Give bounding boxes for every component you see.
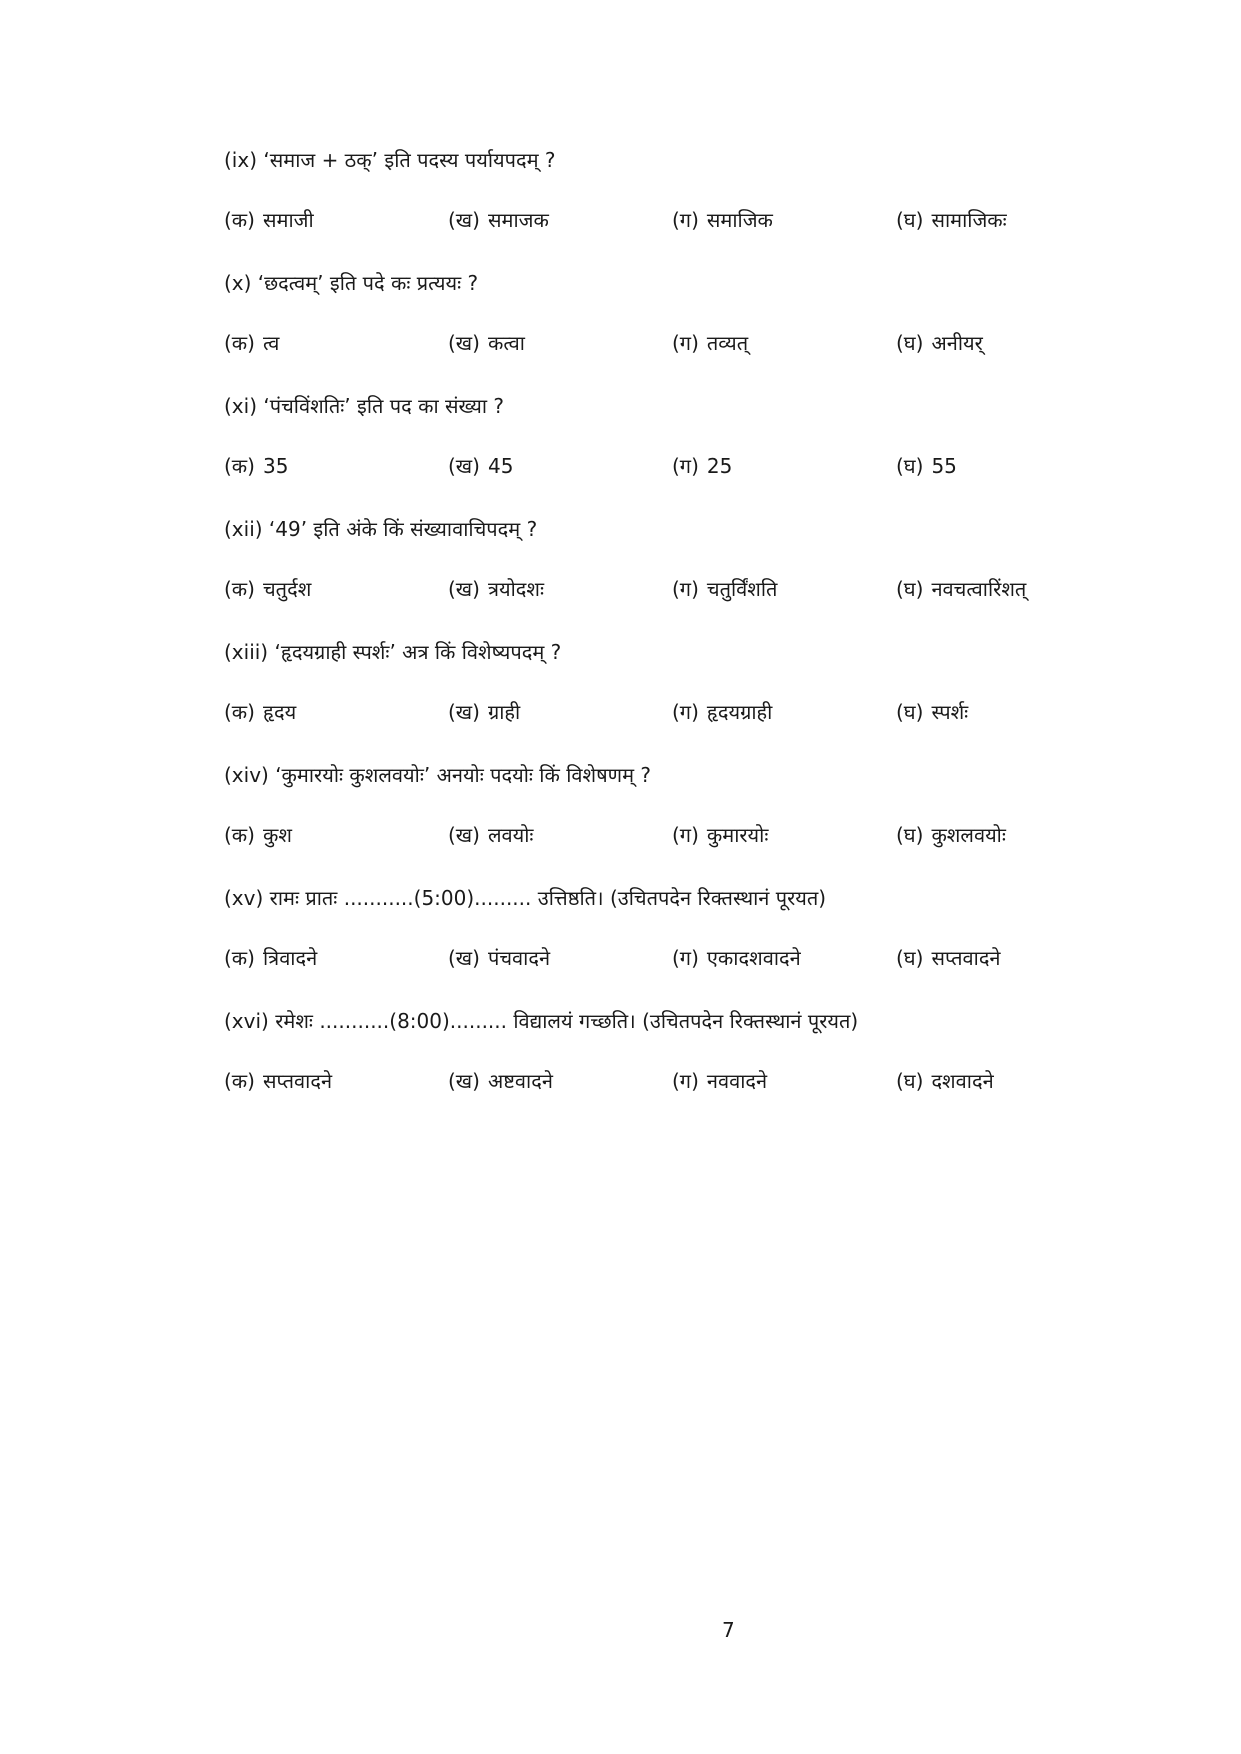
option-text: 55	[931, 454, 957, 478]
option-text: त्व	[262, 331, 280, 355]
option-gha	[896, 944, 1001, 972]
question-item	[224, 146, 1104, 269]
option-text: समाजी	[262, 208, 314, 232]
option-row	[224, 206, 1104, 236]
option-gha	[896, 821, 1006, 849]
option-row	[224, 1067, 1104, 1097]
option-label: (ख)	[448, 454, 480, 478]
question-item	[224, 515, 1104, 638]
question-text: (xv) रामः प्रातः ...........(5:00)......... उत्तिष्ठति। (उचितपदेन रिक्तस्थानं पूरयत)	[224, 886, 827, 910]
option-label: (घ)	[896, 208, 924, 232]
option-label: (क)	[224, 946, 255, 970]
option-text: तव्यत्	[706, 331, 749, 355]
question-text: (xiii) ‘हृदयग्राही स्पर्शः’ अत्र किं विशेष्यपदम् ?	[224, 640, 562, 664]
option-ga	[672, 698, 772, 726]
option-text: 25	[706, 454, 733, 478]
option-label: (क)	[224, 700, 255, 724]
question-text: (xiv) ‘कुमारयोः कुशलवयोः’ अनयोः पदयोः किं विशेषणम् ?	[224, 763, 652, 787]
option-ga	[672, 329, 748, 357]
option-gha	[896, 575, 1026, 603]
option-kha	[448, 575, 544, 603]
option-ga	[672, 575, 777, 603]
option-text: कत्वा	[487, 331, 525, 355]
question-item	[224, 761, 1104, 884]
option-row	[224, 575, 1104, 605]
option-label: (ख)	[448, 208, 480, 232]
option-text: त्रयोदशः	[487, 577, 545, 601]
option-text: सप्तवादने	[931, 946, 1001, 970]
option-label: (क)	[224, 1069, 255, 1093]
option-row	[224, 821, 1104, 851]
option-text: त्रिवादने	[262, 946, 318, 970]
option-label: (ख)	[448, 700, 480, 724]
option-label: (ग)	[672, 208, 699, 232]
option-text: अष्टवादने	[487, 1069, 553, 1093]
option-label: (घ)	[896, 331, 924, 355]
option-text: कुशलवयोः	[931, 823, 1006, 847]
option-text: कुमारयोः	[706, 823, 769, 847]
option-text: ग्राही	[487, 700, 521, 724]
option-ka	[224, 698, 296, 726]
question-text: (xii) ‘49’ इति अंके किं संख्यावाचिपदम् ?	[224, 517, 538, 541]
option-ka	[224, 329, 279, 357]
question-item	[224, 884, 1104, 1007]
option-label: (ग)	[672, 454, 699, 478]
option-text: स्पर्शः	[931, 700, 969, 724]
option-ga	[672, 1067, 767, 1095]
option-text: दशवादने	[931, 1069, 994, 1093]
option-text: चतुर्विंशति	[706, 577, 778, 601]
option-ka	[224, 821, 292, 849]
option-row	[224, 329, 1104, 359]
option-ka	[224, 944, 317, 972]
option-label: (क)	[224, 577, 255, 601]
option-ka	[224, 206, 314, 234]
option-text: लवयोः	[487, 823, 534, 847]
question-item	[224, 638, 1104, 761]
option-row	[224, 698, 1104, 728]
option-ga	[672, 821, 768, 849]
option-text: एकादशवादने	[706, 946, 801, 970]
option-text: नववादने	[706, 1069, 768, 1093]
question-text: (xvi) रमेशः ...........(8:00)......... विद्यालयं गच्छति। (उचितपदेन रिक्तस्थानं पूरयत)	[224, 1009, 859, 1033]
option-text: सप्तवादने	[262, 1069, 333, 1093]
option-text: हृदय	[262, 700, 297, 724]
option-label: (ख)	[448, 946, 480, 970]
question-item	[224, 269, 1104, 392]
option-gha	[896, 698, 968, 726]
question-text: (xi) ‘पंचविंशतिः’ इति पद का संख्या ?	[224, 394, 504, 418]
option-gha	[896, 329, 983, 357]
option-text: अनीयर्	[931, 331, 983, 355]
option-kha	[448, 698, 520, 726]
option-label: (घ)	[896, 946, 924, 970]
question-item	[224, 392, 1104, 515]
option-text: हृदयग्राही	[706, 700, 773, 724]
option-kha	[448, 452, 513, 480]
option-label: (क)	[224, 823, 255, 847]
option-label: (घ)	[896, 700, 924, 724]
page-number: 7	[722, 1618, 735, 1642]
option-gha	[896, 1067, 994, 1095]
option-label: (ग)	[672, 700, 699, 724]
option-text: 45	[487, 454, 514, 478]
option-kha	[448, 206, 549, 234]
option-row	[224, 452, 1104, 482]
option-label: (घ)	[896, 1069, 924, 1093]
option-text: कुश	[262, 823, 292, 847]
option-label: (ख)	[448, 331, 480, 355]
option-ka	[224, 452, 288, 480]
option-label: (ख)	[448, 577, 480, 601]
option-text: 35	[262, 454, 289, 478]
option-text: समाजक	[487, 208, 549, 232]
option-gha	[896, 206, 1007, 234]
option-gha	[896, 452, 957, 480]
option-label: (ग)	[672, 946, 699, 970]
option-label: (ग)	[672, 577, 699, 601]
option-label: (ग)	[672, 823, 699, 847]
option-ga	[672, 206, 773, 234]
option-kha	[448, 1067, 553, 1095]
option-text: पंचवादने	[487, 946, 551, 970]
option-ga	[672, 944, 801, 972]
option-text: नवचत्वारिंशत्	[931, 577, 1027, 601]
question-text: (x) ‘छदत्वम्’ इति पदे कः प्रत्ययः ?	[224, 271, 479, 295]
option-text: चतुर्दश	[262, 577, 312, 601]
question-list	[224, 146, 1104, 1130]
option-label: (क)	[224, 454, 255, 478]
question-item	[224, 1007, 1104, 1130]
option-label: (ग)	[672, 1069, 699, 1093]
option-label: (क)	[224, 331, 255, 355]
option-kha	[448, 821, 533, 849]
option-text: सामाजिकः	[931, 208, 1007, 232]
option-kha	[448, 944, 550, 972]
option-label: (घ)	[896, 454, 924, 478]
option-label: (घ)	[896, 823, 924, 847]
option-row	[224, 944, 1104, 974]
option-label: (ख)	[448, 823, 480, 847]
option-ka	[224, 575, 311, 603]
option-text: समाजिक	[706, 208, 773, 232]
option-label: (ग)	[672, 331, 699, 355]
option-ka	[224, 1067, 332, 1095]
option-label: (घ)	[896, 577, 924, 601]
option-label: (क)	[224, 208, 255, 232]
question-text: (ix) ‘समाज + ठक्’ इति पदस्य पर्यायपदम् ?	[224, 148, 556, 172]
option-kha	[448, 329, 525, 357]
option-label: (ख)	[448, 1069, 480, 1093]
option-ga	[672, 452, 732, 480]
